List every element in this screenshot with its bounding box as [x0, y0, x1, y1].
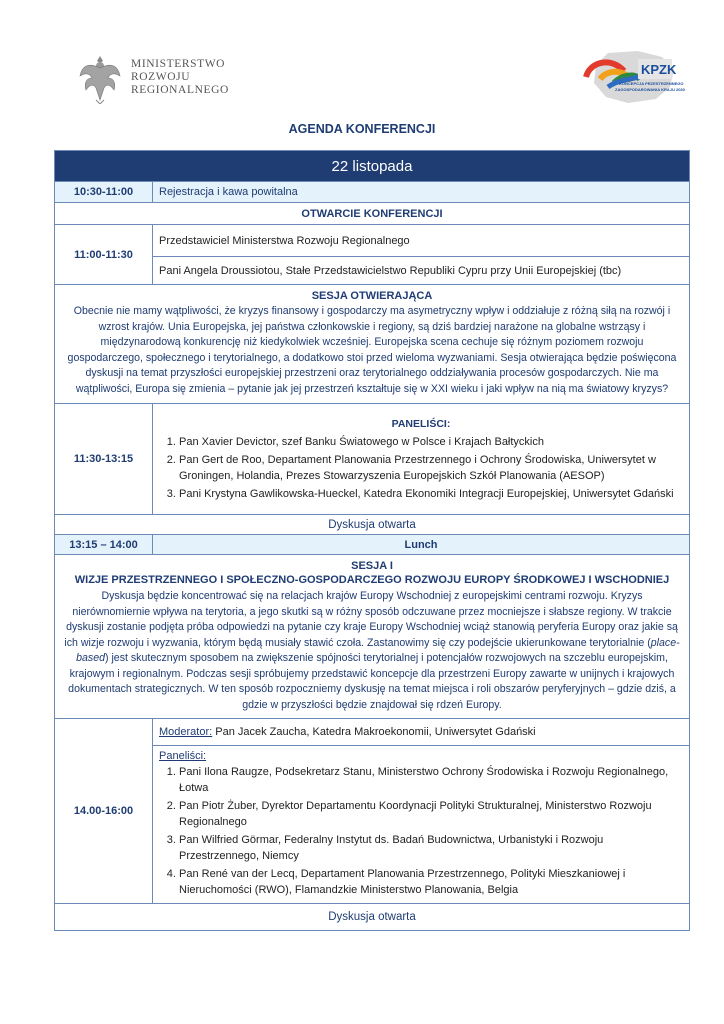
moderator-row	[55, 719, 690, 746]
opening-title-row	[55, 203, 690, 225]
kpzk-line1: KONCEPCJA PRZESTRZENNEGO	[619, 81, 684, 86]
registration-text: Rejestracja i kawa powitalna	[153, 182, 690, 203]
open-discussion: Dyskusja otwarta	[55, 515, 690, 535]
day-header-row	[55, 151, 690, 182]
speaker: Przedstawiciel Ministerstwa Rozwoju Regionalnego	[153, 225, 690, 257]
panelist: 3. Pan Wilfried Görmar, Federalny Instytut ds. Badań Budownictwa, Urbanistyki i Rozwoju Przestrzennego, Niemcy	[179, 832, 683, 864]
eagle-emblem-icon	[78, 52, 122, 104]
ministry-name	[131, 58, 229, 97]
time-cell: 13:15 – 14:00	[55, 535, 153, 555]
kpzk-line2: ZAGOSPODAROWANIA KRAJU 2030	[615, 87, 685, 92]
panelists-label: Paneliści:	[159, 750, 207, 762]
moderator	[153, 719, 690, 746]
panelist: 2. Pan Piotr Żuber, Dyrektor Departamentu Koordynacji Polityki Strukturalnej, Ministerstwo Rozwoju Regionalnego	[179, 798, 683, 830]
ministry-line: MINISTERSTWO	[131, 58, 226, 70]
session-title: SESJA OTWIERAJĄCA	[311, 290, 433, 302]
session-description	[59, 589, 685, 713]
document-header	[0, 0, 724, 115]
kpzk-logo-icon	[578, 47, 690, 107]
panelist: 2. Pan Gert de Roo, Departament Planowania Przestrzennego i Ochrony Środowiska, Uniwersytet w Groningen, Holandia, Prezes Stowarzyszenia Europejskich Szkół Planowania (AESOP)	[179, 452, 683, 484]
description-part: Dyskusja będzie koncentrować się na relacjach krajów Europy Wschodniej z europejskimi centrami rozwoju. Kryzys nierównomiernie wpływa na terytoria, a jego skutki są w różny sposób odczuwane przez mocniejsze i słabsze regiony. W trakcie dyskusji zostanie podjęta próba odpowiedzi na pytanie czy kraje Europy Wschodniej wciąż stanowią peryferia Europy oraz jakie są ich wizje rozwoju i wyzwania, którym będą musiały stawić czoła. Zastanowimy się czy podejście ukierunkowane terytorialnie (	[64, 590, 678, 649]
panelists-list	[159, 764, 683, 898]
time-cell: 14.00-16:00	[55, 719, 153, 904]
moderator-label: Moderator:	[159, 726, 213, 738]
description-part: ) jest skutecznym sposobem na zwiększenie spójności terytorialnej i potencjałów rozwojowych na szczeblu europejskim, krajowym i regionalnym. Podczas sesji spróbujemy przedstawić koncepcje dla przestrzeni Europy zawarte w unijnych i krajowych dokumentach strategicznych. W ten sposób rozpoczniemy dyskusję na temat miejsca i roli obszarów peryferyjnych – gdzie dziś, a gdzie w przyszłości będzie znajdował się rdzeń Europy.	[68, 652, 676, 711]
registration-row	[55, 182, 690, 203]
session-description: Obecnie nie mamy wątpliwości, że kryzys finansowy i gospodarczy ma asymetryczny wpływ i oddziałuje z różną siłą na rozwój i wzrost krajów. Unia Europejska, jej państwa członkowskie i regiony, są dziś bardziej narażone na globalne wstrząsy i międzynarodową konkurencję niż kiedykolwiek wcześniej. Europejska scena cechuje się różnym poziomem rozwoju gospodarczego, społecznego i terytorialnego, a dodatkowo stoi przed wieloma wyzwaniami. Sesja otwierająca będzie poświęcona dyskusji na temat przyszłości europejskiej przestrzeni oraz terytorialnego oddziaływania procesów gospodarczych. Nie ma wątpliwości, Europa się zmienia – pytanie jak jej przestrzeń kształtuje się w XXI wieku i jaki wpływ na nią ma światowy kryzys?	[67, 305, 677, 395]
time-cell: 11:30-13:15	[55, 404, 153, 515]
day-label: 22 listopada	[55, 151, 690, 182]
opening-speaker-row	[55, 225, 690, 257]
session-subtitle: WIZJE PRZESTRZENNEGO I SPOŁECZNO-GOSPODARCZEGO ROZWOJU EUROPY ŚRODKOWEJ I WSCHODNIEJ	[74, 574, 670, 586]
moderator-name: Pan Jacek Zaucha, Katedra Makroekonomii, Uniwersytet Gdański	[212, 726, 536, 738]
opening-title: OTWARCIE KONFERENCJI	[55, 203, 690, 225]
time-cell: 10:30-11:00	[55, 182, 153, 203]
lunch-label: Lunch	[153, 535, 690, 555]
discussion-row	[55, 904, 690, 931]
opening-session-row	[55, 285, 690, 404]
panelists-list	[159, 434, 683, 502]
description-emphasis: place-based	[76, 636, 680, 664]
ministry-line: ROZWOJU	[131, 71, 191, 83]
agenda-title: AGENDA KONFERENCJI	[288, 122, 436, 136]
speaker: Pani Angela Droussiotou, Stałe Przedstawicielstwo Republiki Cypru przy Unii Europejskiej (tbc)	[153, 257, 690, 285]
ministry-line: REGIONALNEGO	[131, 84, 229, 96]
panelist: 3. Pani Krystyna Gawlikowska-Hueckel, Katedra Ekonomiki Integracji Europejskiej, Uniwersytet Gdański	[179, 486, 683, 502]
panelist: 1. Pan Xavier Devictor, szef Banku Światowego w Polsce i Krajach Bałtyckich	[179, 434, 683, 450]
panelist: 1. Pani Ilona Raugze, Podsekretarz Stanu, Ministerstwo Ochrony Środowiska i Rozwoju Regionalnego, Łotwa	[179, 764, 683, 796]
session-title: SESJA I	[351, 560, 393, 572]
session1-row	[55, 555, 690, 719]
panelist: 4. Pan René van der Lecq, Departament Planowania Przestrzennego, Polityki Mieszkaniowej i Nieruchomości (RWO), Flamandzkie Ministerstwo Planowania, Belgia	[179, 866, 683, 898]
open-discussion: Dyskusja otwarta	[55, 904, 690, 931]
time-cell: 11:00-11:30	[55, 225, 153, 285]
agenda-table	[54, 150, 690, 931]
lunch-row	[55, 535, 690, 555]
kpzk-abbr: KPZK	[641, 62, 677, 77]
panel-row	[55, 404, 690, 515]
panelists-label: PANELIŚCI:	[391, 418, 451, 430]
discussion-row	[55, 515, 690, 535]
